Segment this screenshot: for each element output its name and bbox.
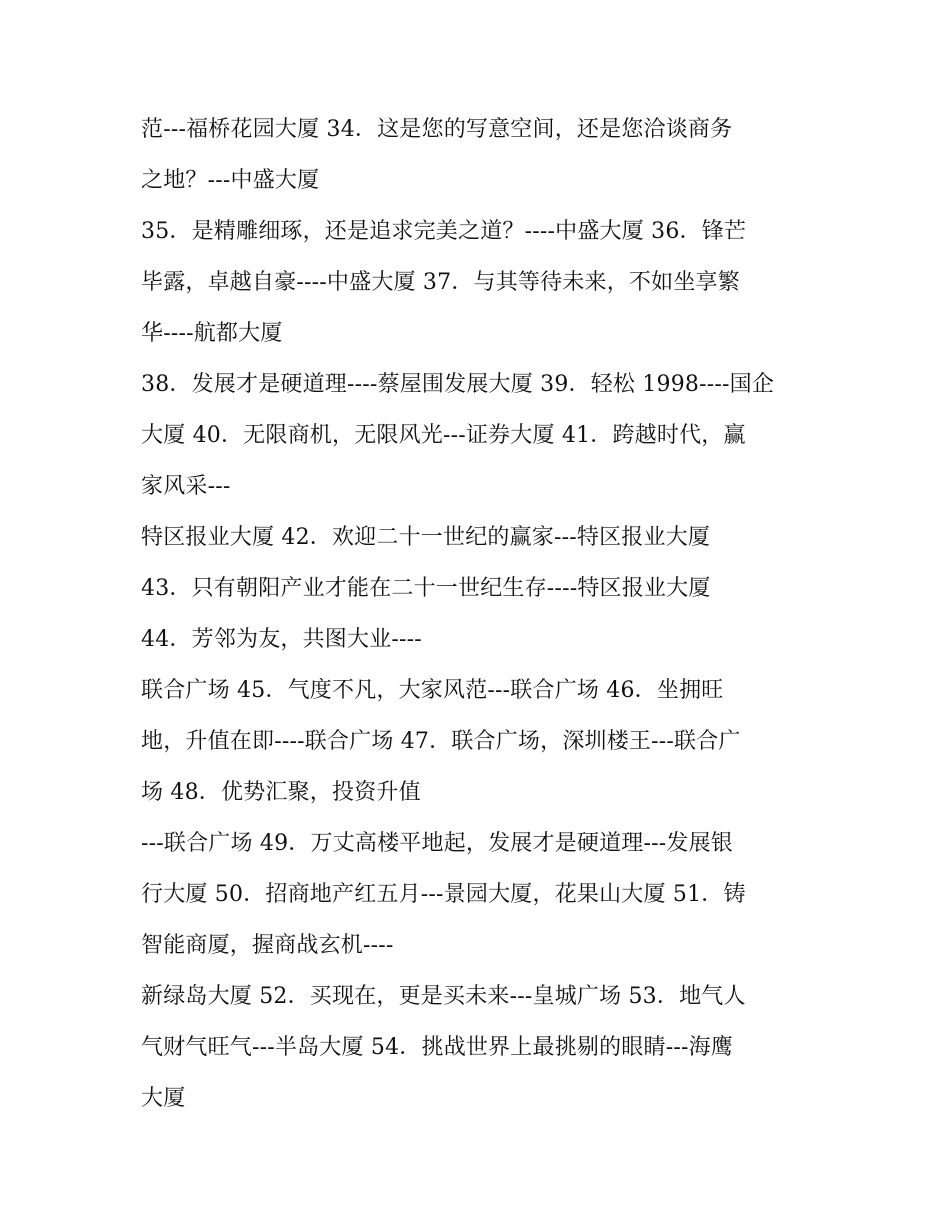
text-line: 38．发展才是硬道理----蔡屋围发展大厦 39．轻松 1998----国企 (141, 372, 775, 397)
text-line: 联合广场 45．气度不凡，大家风范---联合广场 46．坐拥旺 (141, 678, 724, 703)
text-line: 华----航都大厦 (141, 321, 283, 346)
text-line: 44．芳邻为友，共图大业---- (141, 627, 422, 652)
text-line: 气财气旺气---半岛大厦 54．挑战世界上最挑剔的眼睛---海鹰 (141, 1035, 733, 1060)
text-line: 35．是精雕细琢，还是追求完美之道？----中盛大厦 36．锋芒 (141, 219, 747, 244)
text-line: 行大厦 50．招商地产红五月---景园大厦，花果山大厦 51．铸 (141, 882, 746, 907)
text-line: 智能商厦，握商战玄机---- (141, 933, 394, 958)
text-line: 之地？---中盛大厦 (141, 168, 320, 193)
text-line: 大厦 40．无限商机，无限风光---证券大厦 41．跨越时代，赢 (141, 423, 746, 448)
body-text (141, 104, 821, 1124)
text-line: 新绿岛大厦 52．买现在，更是买未来---皇城广场 53．地气人 (141, 984, 746, 1009)
text-line: 范---福桥花园大厦 34．这是您的写意空间，还是您洽谈商务 (141, 117, 733, 142)
text-line: 家风采--- (141, 474, 231, 499)
text-line: 特区报业大厦 42．欢迎二十一世纪的赢家---特区报业大厦 (141, 525, 711, 550)
text-line: 大厦 (141, 1086, 186, 1111)
text-line: 地，升值在即----联合广场 47．联合广场，深圳楼王---联合广 (141, 729, 741, 754)
text-line: 毕露，卓越自豪----中盛大厦 37．与其等待未来，不如坐享繁 (141, 270, 740, 295)
text-line: ---联合广场 49．万丈高楼平地起，发展才是硬道理---发展银 (141, 831, 733, 856)
text-line: 43．只有朝阳产业才能在二十一世纪生存----特区报业大厦 (141, 576, 711, 601)
text-line: 场 48．优势汇聚，投资升值 (141, 780, 421, 805)
